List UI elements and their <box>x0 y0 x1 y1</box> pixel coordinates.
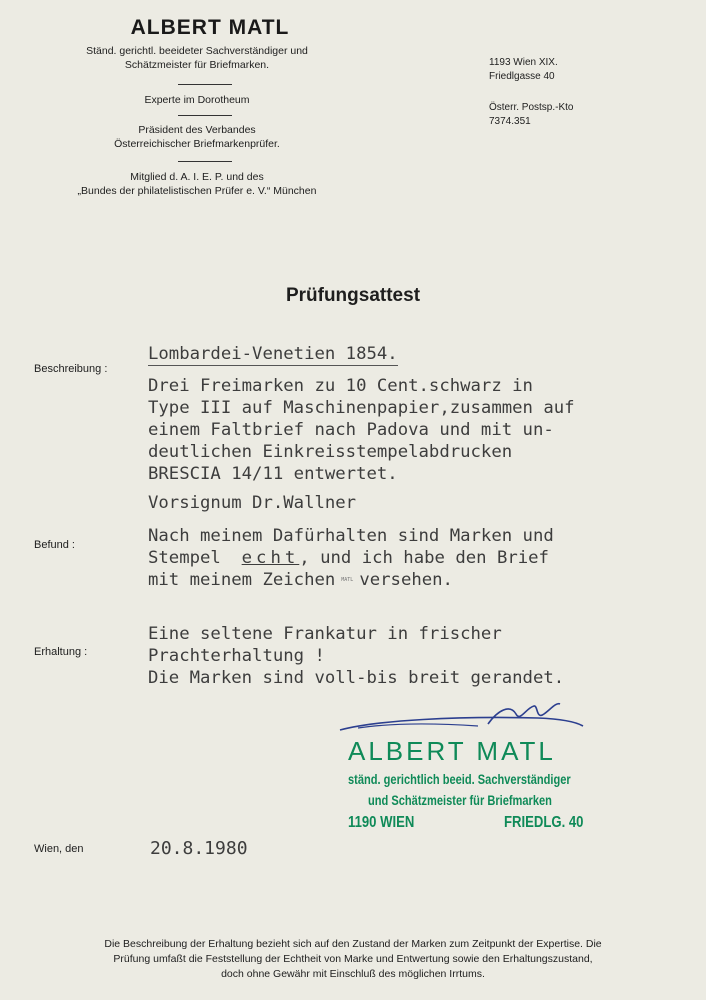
description-heading: Lombardei-Venetien 1854. <box>148 344 398 364</box>
presignature-note: Vorsignum Dr.Wallner <box>148 493 357 513</box>
findings-line: Nach meinem Dafürhalten sind Marken und <box>148 526 554 546</box>
description-line: BRESCIA 14/11 entwertet. <box>148 464 398 484</box>
disclaimer <box>20 937 686 982</box>
description-line: einem Faltbrief nach Padova und mit un- <box>148 420 554 440</box>
findings-text: , und ich habe den Brief <box>299 548 549 568</box>
letterhead-divider <box>178 115 232 116</box>
condition-line: Prachterhaltung ! <box>148 646 325 666</box>
address-line1: 1193 Wien XIX. <box>489 57 558 68</box>
description-line: Type III auf Maschinenpapier,zusammen auf <box>148 398 575 418</box>
findings-label: Befund : <box>34 539 75 551</box>
letterhead-title-line1: Ständ. gerichtl. beeideter Sachverständiger und <box>86 45 308 57</box>
stamp-line1: ständ. gerichtlich beeid. Sachverständiger <box>348 772 571 787</box>
letterhead-divider <box>178 161 232 162</box>
condition-line: Die Marken sind voll-bis breit gerandet. <box>148 668 565 688</box>
disclaimer-line: doch ohne Gewähr mit Einschluß des möglichen Irrtums. <box>221 968 485 980</box>
letterhead-expert-line: Experte im Dorotheum <box>144 94 250 106</box>
date-value: 20.8.1980 <box>150 838 248 859</box>
findings-text: versehen. <box>359 570 453 590</box>
findings-line <box>148 569 453 591</box>
condition-line: Eine seltene Frankatur in frischer <box>148 624 502 644</box>
date-label: Wien, den <box>34 843 84 855</box>
condition-label: Erhaltung : <box>34 646 88 658</box>
description-line: Drei Freimarken zu 10 Cent.schwarz in <box>148 376 533 396</box>
account-line2: 7374.351 <box>489 116 531 127</box>
stamp-street: FRIEDLG. 40 <box>504 814 584 831</box>
description-line: deutlichen Einkreisstempelabdrucken <box>148 442 513 462</box>
stamp-city: 1190 WIEN <box>348 814 415 831</box>
letterhead-name: ALBERT MATL <box>130 16 290 39</box>
certificate-title: Prüfungsattest <box>285 285 421 306</box>
stamp-name: ALBERT MATL <box>348 736 556 766</box>
letterhead-association-line: Österreichischer Briefmarkenprüfer. <box>114 138 280 150</box>
letterhead-member-line: Mitglied d. A. I. E. P. und des <box>130 171 264 183</box>
expert-stamp <box>338 700 638 840</box>
genuine-word: echt <box>241 548 300 568</box>
address-line2: Friedlgasse 40 <box>489 71 555 82</box>
findings-text: mit meinem Zeichen <box>148 570 336 590</box>
expert-mark: MATL <box>341 577 354 583</box>
letterhead-divider <box>178 84 232 85</box>
letterhead-bund-line: „Bundes der philatelistischen Prüfer e. V.“ München <box>77 185 317 197</box>
letterhead-president-line: Präsident des Verbandes <box>138 124 256 136</box>
letterhead-title-line2: Schätzmeister für Briefmarken. <box>124 59 270 71</box>
disclaimer-line: Die Beschreibung der Erhaltung bezieht sich auf den Zustand der Marken zum Zeitpunkt der Expertise. Die <box>104 938 602 950</box>
findings-line <box>148 547 549 569</box>
description-label: Beschreibung : <box>34 363 108 375</box>
findings-text: Stempel <box>148 548 242 568</box>
account-line1: Österr. Postsp.-Kto <box>489 102 574 113</box>
disclaimer-line: Prüfung umfaßt die Feststellung der Echtheit von Marke und Entwertung sowie den Erhaltungszustand, <box>113 953 593 965</box>
stamp-line2: und Schätzmeister für Briefmarken <box>368 793 552 808</box>
